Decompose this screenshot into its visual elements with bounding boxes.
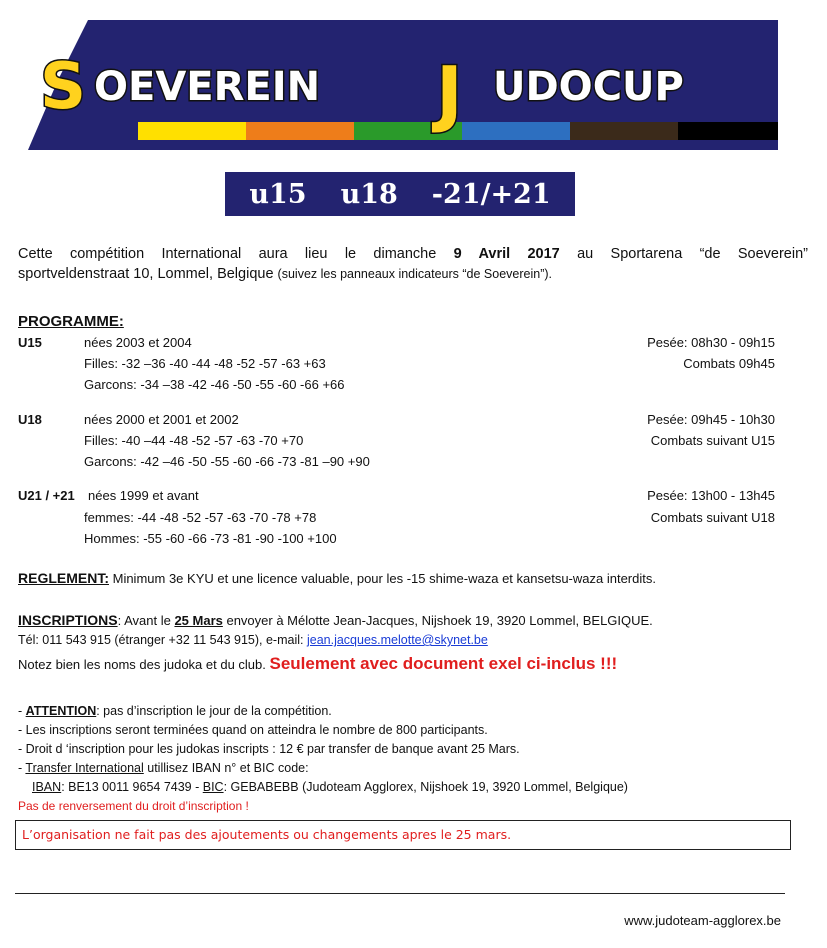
iban-label: IBAN: [32, 780, 62, 794]
u18-girls-weights: Filles: -40 –44 -48 -52 -57 -63 -70 +70: [84, 433, 304, 448]
warning-box: [15, 820, 791, 850]
banner-color-stripe: [246, 122, 354, 140]
category-u18: U18: [18, 412, 42, 427]
age-category: -21/+21: [431, 178, 551, 210]
bullet-dash: -: [18, 761, 26, 775]
u21-fights: Combats suivant U18: [650, 510, 775, 525]
reglement-heading: REGLEMENT:: [18, 570, 109, 586]
age-categories-band: [225, 172, 575, 216]
attention-text: : pas d’inscription le jour de la compétition.: [96, 704, 332, 718]
u18-birth-years: nées 2000 et 2001 et 2002: [84, 412, 239, 427]
u21-women-weights: femmes: -44 -48 -52 -57 -63 -70 -78 +78: [84, 510, 317, 525]
category-u21: U21 / +21: [18, 488, 75, 503]
bic-label: BIC: [202, 780, 224, 794]
u15-boys-weights: Garcons: -34 –38 -42 -46 -50 -55 -60 -66 +66: [84, 377, 345, 392]
reglement-text: Minimum 3e KYU et une licence valuable, pour les -15 shime-waza et kansetsu-waza interdits.: [109, 571, 656, 586]
bullet-dash: -: [18, 704, 26, 718]
attention-line: [18, 702, 332, 721]
transfer-international-label: Transfer International: [25, 761, 144, 775]
u15-girls-weights: Filles: -32 –36 -40 -44 -48 -52 -57 -63 +63: [84, 356, 326, 371]
inscriptions-text: : Avant le: [117, 613, 175, 628]
notice-line: [18, 652, 617, 677]
inscriptions-heading: INSCRIPTIONS: [18, 612, 118, 628]
programme-heading: PROGRAMME:: [18, 313, 124, 330]
banner-word-soeverein: OEVEREIN: [94, 64, 321, 110]
contact-phone: Tél: 011 543 915 (étranger +32 11 543 915), e-mail:: [18, 633, 307, 647]
banner-word-judocup: UDOCUP: [493, 64, 684, 110]
u15-birth-years: nées 2003 et 2004: [84, 335, 192, 350]
u18-weigh-in: Pesée: 09h45 - 10h30: [647, 412, 775, 427]
banner-color-stripe: [462, 122, 570, 140]
age-category: u15: [249, 178, 307, 210]
banner-color-stripe: [138, 122, 246, 140]
footer-divider: [15, 893, 785, 894]
intro-paragraph: [18, 244, 808, 284]
event-date: 9 Avril 2017: [453, 246, 560, 262]
banner-logo: [28, 18, 778, 150]
banner-color-stripe: [570, 122, 678, 140]
u18-fights: Combats suivant U15: [650, 433, 775, 448]
banner-color-stripe: [678, 122, 778, 140]
u21-weigh-in: Pesée: 13h00 - 13h45: [647, 488, 775, 503]
footer-website: www.judoteam-agglorex.be: [624, 913, 781, 928]
bank-details: [32, 778, 628, 797]
venue-directions: (suivez les panneaux indicateurs “de Soeverein”).: [277, 267, 552, 281]
u21-men-weights: Hommes: -55 -60 -66 -73 -81 -90 -100 +100: [84, 531, 337, 546]
u21-birth-years: nées 1999 et avant: [88, 488, 199, 503]
inscriptions-line: [18, 610, 653, 631]
contact-email-link[interactable]: jean.jacques.melotte@skynet.be: [306, 633, 488, 647]
venue-address: sportveldenstraat 10, Lommel, Belgique: [18, 266, 278, 282]
notice-required-document: Seulement avec document exel ci-inclus !!!: [269, 654, 618, 673]
banner-letter-s: S: [40, 50, 87, 124]
intro-text: Cette compétition International aura lieu le dimanche: [18, 246, 454, 262]
u18-boys-weights: Garcons: -42 –46 -50 -55 -60 -66 -73 -81 –90 +90: [84, 454, 370, 469]
iban-value: : BE13 0011 9654 7439 -: [61, 780, 203, 794]
banner-letter-j: J: [436, 51, 463, 135]
event-banner: [28, 18, 778, 150]
notice-text: Notez bien les noms des judoka et du club.: [18, 657, 270, 672]
inscriptions-deadline: 25 Mars: [174, 613, 223, 628]
bic-value: : GEBABEBB (Judoteam Agglorex, Nijshoek 19, 3920 Lommel, Belgique): [223, 780, 628, 794]
u15-fights: Combats 09h45: [683, 356, 775, 371]
transfer-instructions: utillisez IBAN n° et BIC code:: [143, 761, 309, 775]
reglement-line: [18, 568, 656, 589]
attention-fee: - Droit d ‘inscription pour les judokas inscripts : 12 € par transfer de banque avant 25 Mars.: [18, 742, 520, 756]
attention-participants: - Les inscriptions seront terminées quand on atteindra le nombre de 800 participants.: [18, 723, 488, 737]
inscriptions-address: envoyer à Mélotte Jean-Jacques, Nijshoek 19, 3920 Lommel, BELGIQUE.: [222, 613, 653, 628]
category-u15: U15: [18, 335, 42, 350]
warning-text: L’organisation ne fait pas des ajoutements ou changements apres le 25 mars.: [22, 827, 512, 842]
attention-transfer: [18, 759, 309, 778]
intro-text: au Sportarena “de Soeverein”: [559, 246, 808, 262]
contact-line: [18, 630, 488, 650]
u15-weigh-in: Pesée: 08h30 - 09h15: [647, 335, 775, 350]
attention-heading: ATTENTION: [25, 704, 97, 718]
no-refund-notice: Pas de renversement du droit d’inscription !: [18, 799, 249, 813]
age-category: u18: [340, 178, 398, 210]
